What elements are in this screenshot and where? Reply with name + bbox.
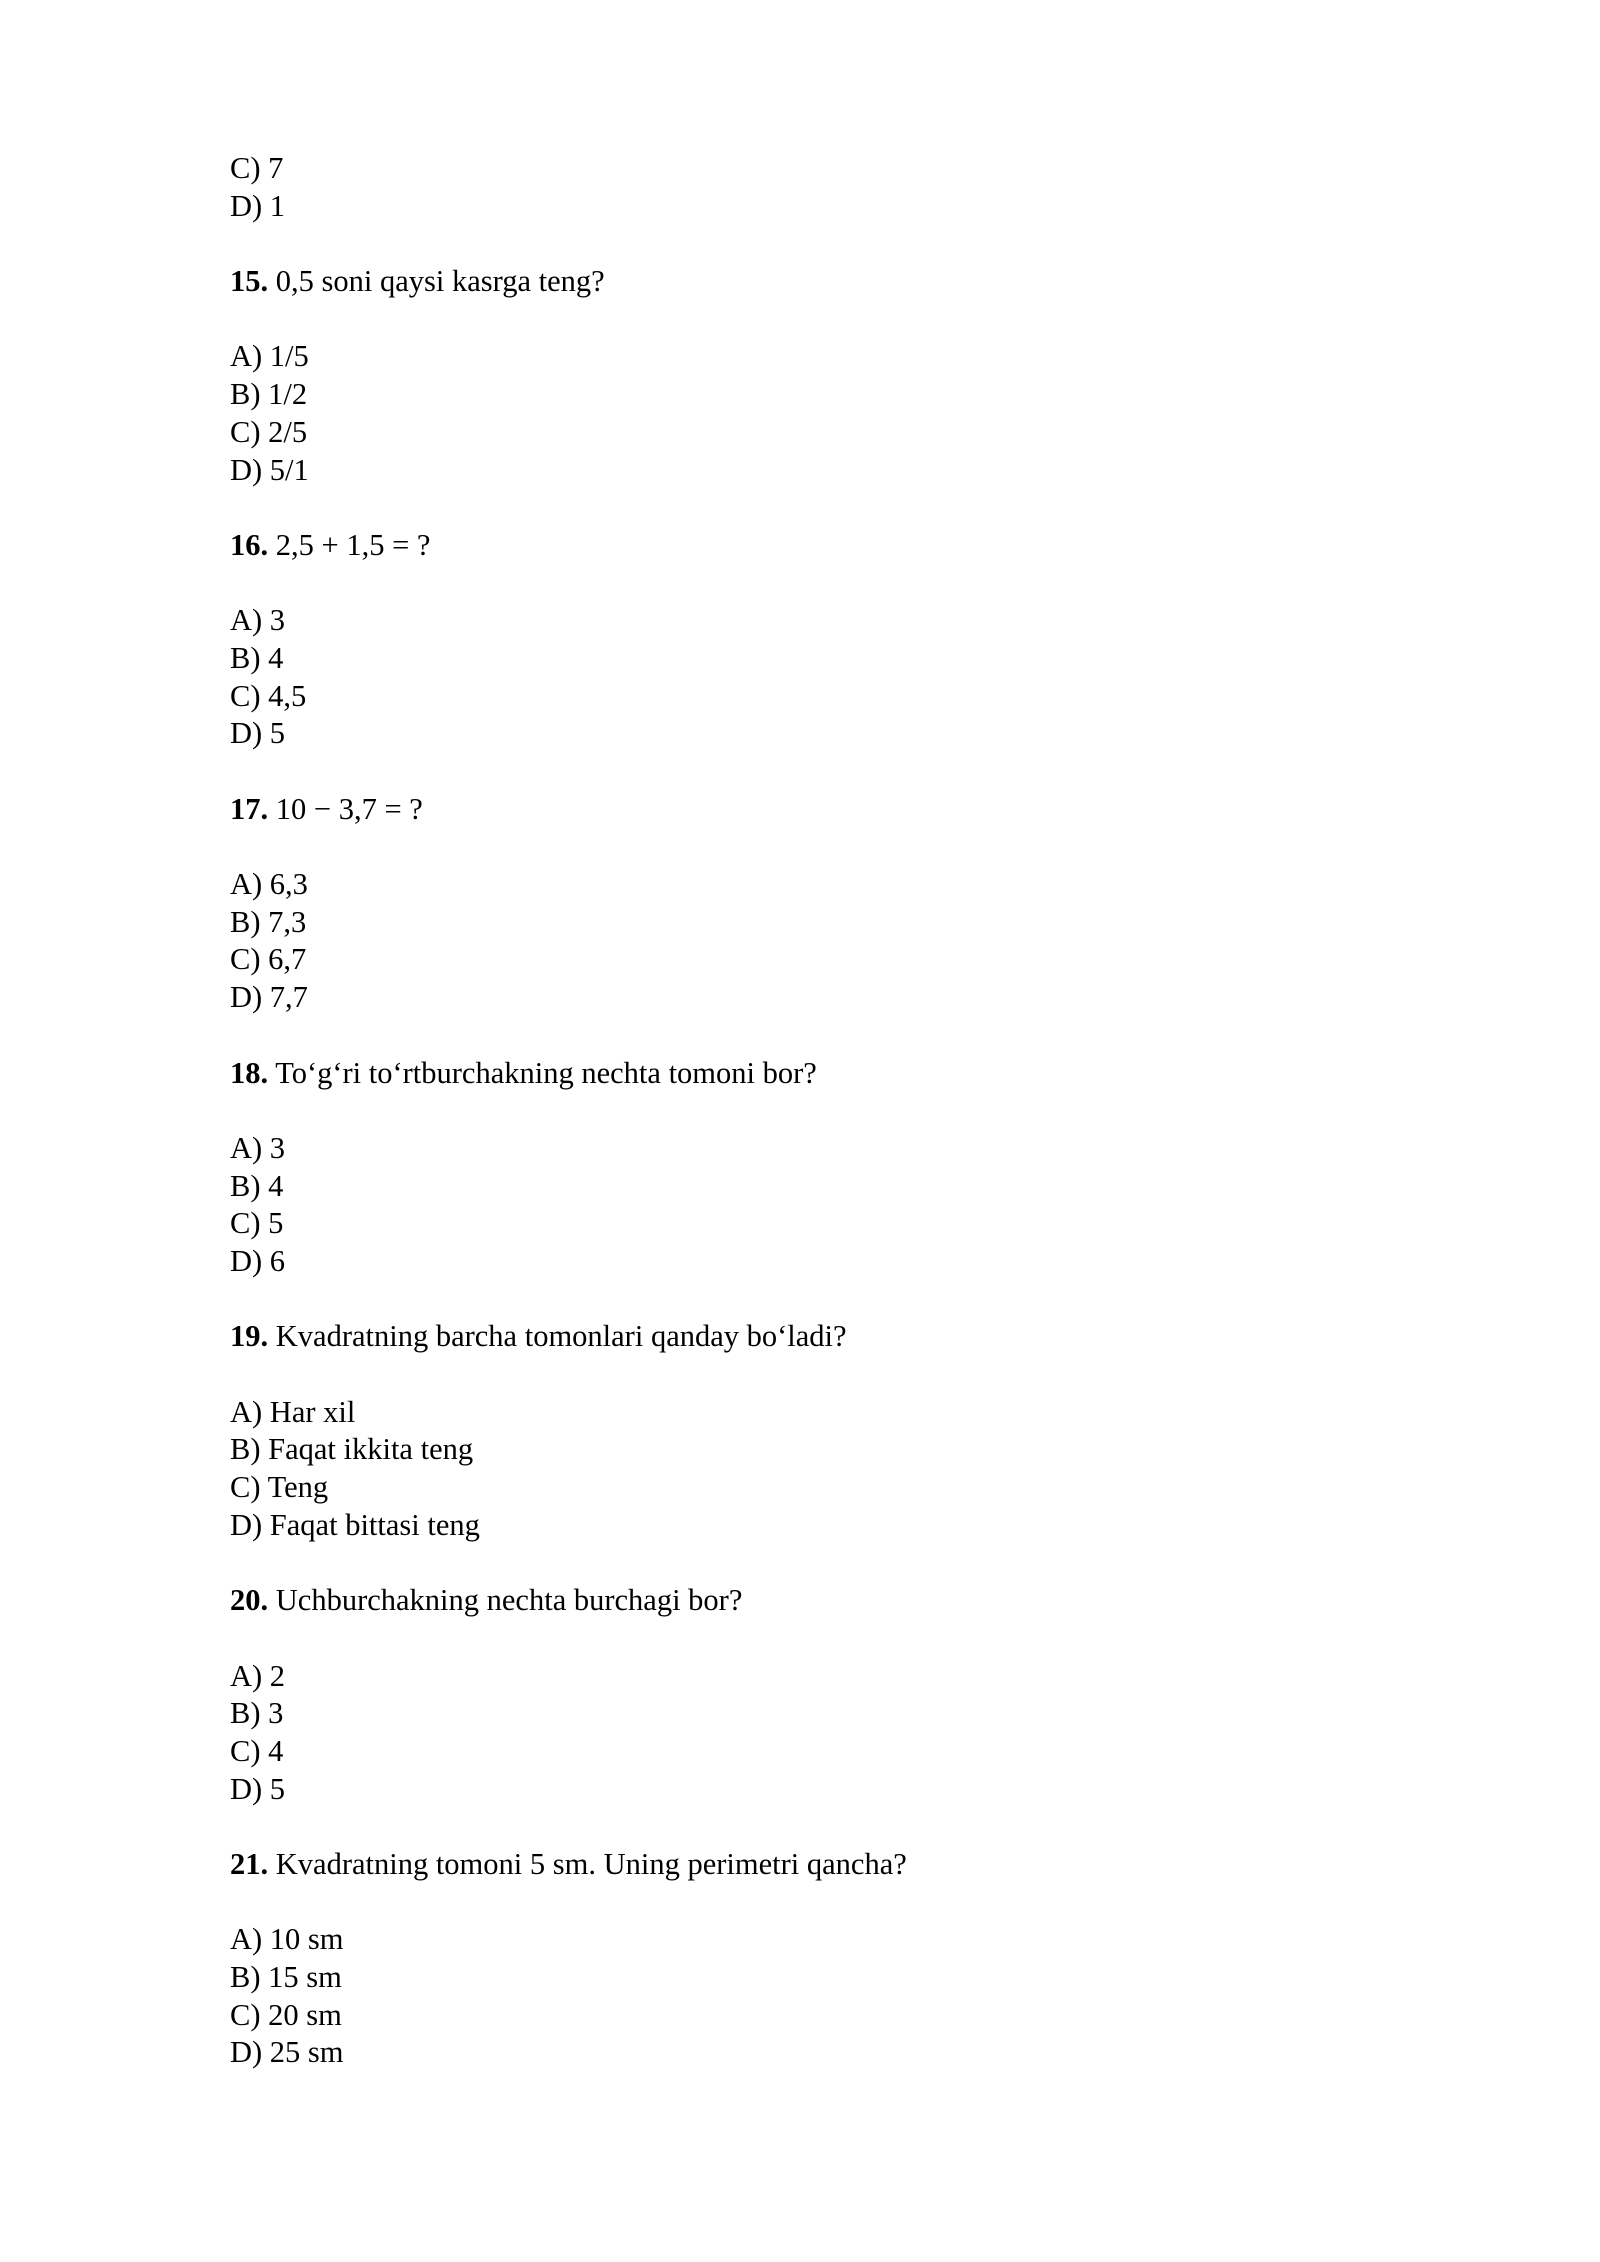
option: C) 20 sm (230, 1997, 342, 2032)
document-page (230, 150, 1430, 2072)
option: D) 7,7 (230, 980, 308, 1015)
question-text: 2,5 + 1,5 = ? (268, 527, 431, 562)
option: B) 15 sm (230, 1960, 342, 1994)
spacer (230, 565, 1430, 603)
question-text: 0,5 soni qaysi kasrga teng? (268, 264, 605, 299)
question-number: 18. (230, 1055, 269, 1090)
option: C) 6,7 (230, 942, 307, 977)
option: D) 1 (230, 188, 286, 223)
option: D) 6 (230, 1243, 286, 1278)
question-number: 16. (230, 527, 269, 562)
question-text: To‘g‘ri to‘rtburchakning nechta tomoni bor? (268, 1055, 817, 1090)
question-number: 20. (230, 1583, 269, 1618)
option: D) 25 sm (230, 2035, 344, 2070)
option: A) 3 (230, 1130, 286, 1165)
spacer (230, 1544, 1430, 1582)
option: C) 4 (230, 1733, 284, 1768)
option: B) 1/2 (230, 377, 308, 412)
question-number: 21. (230, 1846, 269, 1881)
option: C) 7 (230, 151, 284, 185)
question-15 (230, 263, 1430, 489)
option: A) 10 sm (230, 1922, 344, 1957)
option: B) Faqat ikkita teng (230, 1432, 474, 1467)
question-stem (230, 791, 1430, 829)
question-text: Kvadratning barcha tomonlari qanday bo‘ladi? (268, 1319, 847, 1354)
option: D) 5 (230, 716, 286, 751)
option: B) 7,3 (230, 904, 307, 939)
spacer (230, 1281, 1430, 1319)
question-stem (230, 1846, 1430, 1884)
question-stem (230, 527, 1430, 565)
spacer (230, 1620, 1430, 1658)
option: B) 4 (230, 640, 284, 675)
question-number: 19. (230, 1319, 269, 1354)
spacer (230, 1017, 1430, 1055)
question-stem (230, 263, 1430, 301)
option: C) 5 (230, 1206, 284, 1241)
question-21 (230, 1846, 1430, 2072)
question-stem (230, 1318, 1430, 1356)
question-18 (230, 1055, 1430, 1281)
question-text: Uchburchakning nechta burchagi bor? (268, 1583, 743, 1618)
question-stem (230, 1582, 1430, 1620)
question-number: 17. (230, 791, 269, 826)
spacer (230, 225, 1430, 263)
option: B) 3 (230, 1696, 284, 1731)
option: D) 5 (230, 1771, 286, 1806)
option: A) 6,3 (230, 867, 308, 902)
option: C) 4,5 (230, 678, 307, 713)
option: D) 5/1 (230, 452, 309, 487)
spacer (230, 1884, 1430, 1922)
option: A) 1/5 (230, 339, 309, 374)
question-number: 15. (230, 264, 269, 299)
spacer (230, 1808, 1430, 1846)
option: A) 2 (230, 1658, 286, 1693)
option: C) Teng (230, 1470, 329, 1505)
option: A) Har xil (230, 1394, 356, 1429)
option: B) 4 (230, 1168, 284, 1203)
option: D) Faqat bittasi teng (230, 1507, 480, 1542)
question-19 (230, 1318, 1430, 1544)
question-stem (230, 1055, 1430, 1093)
spacer (230, 1356, 1430, 1394)
question-17 (230, 791, 1430, 1017)
spacer (230, 301, 1430, 339)
spacer (230, 753, 1430, 791)
spacer (230, 489, 1430, 527)
spacer (230, 1092, 1430, 1130)
question-text: Kvadratning tomoni 5 sm. Uning perimetri qancha? (268, 1846, 907, 1881)
spacer (230, 828, 1430, 866)
carryover-options (230, 150, 1430, 225)
option: A) 3 (230, 603, 286, 638)
question-20 (230, 1582, 1430, 1808)
question-text: 10 − 3,7 = ? (268, 791, 423, 826)
option: C) 2/5 (230, 414, 308, 449)
question-16 (230, 527, 1430, 753)
